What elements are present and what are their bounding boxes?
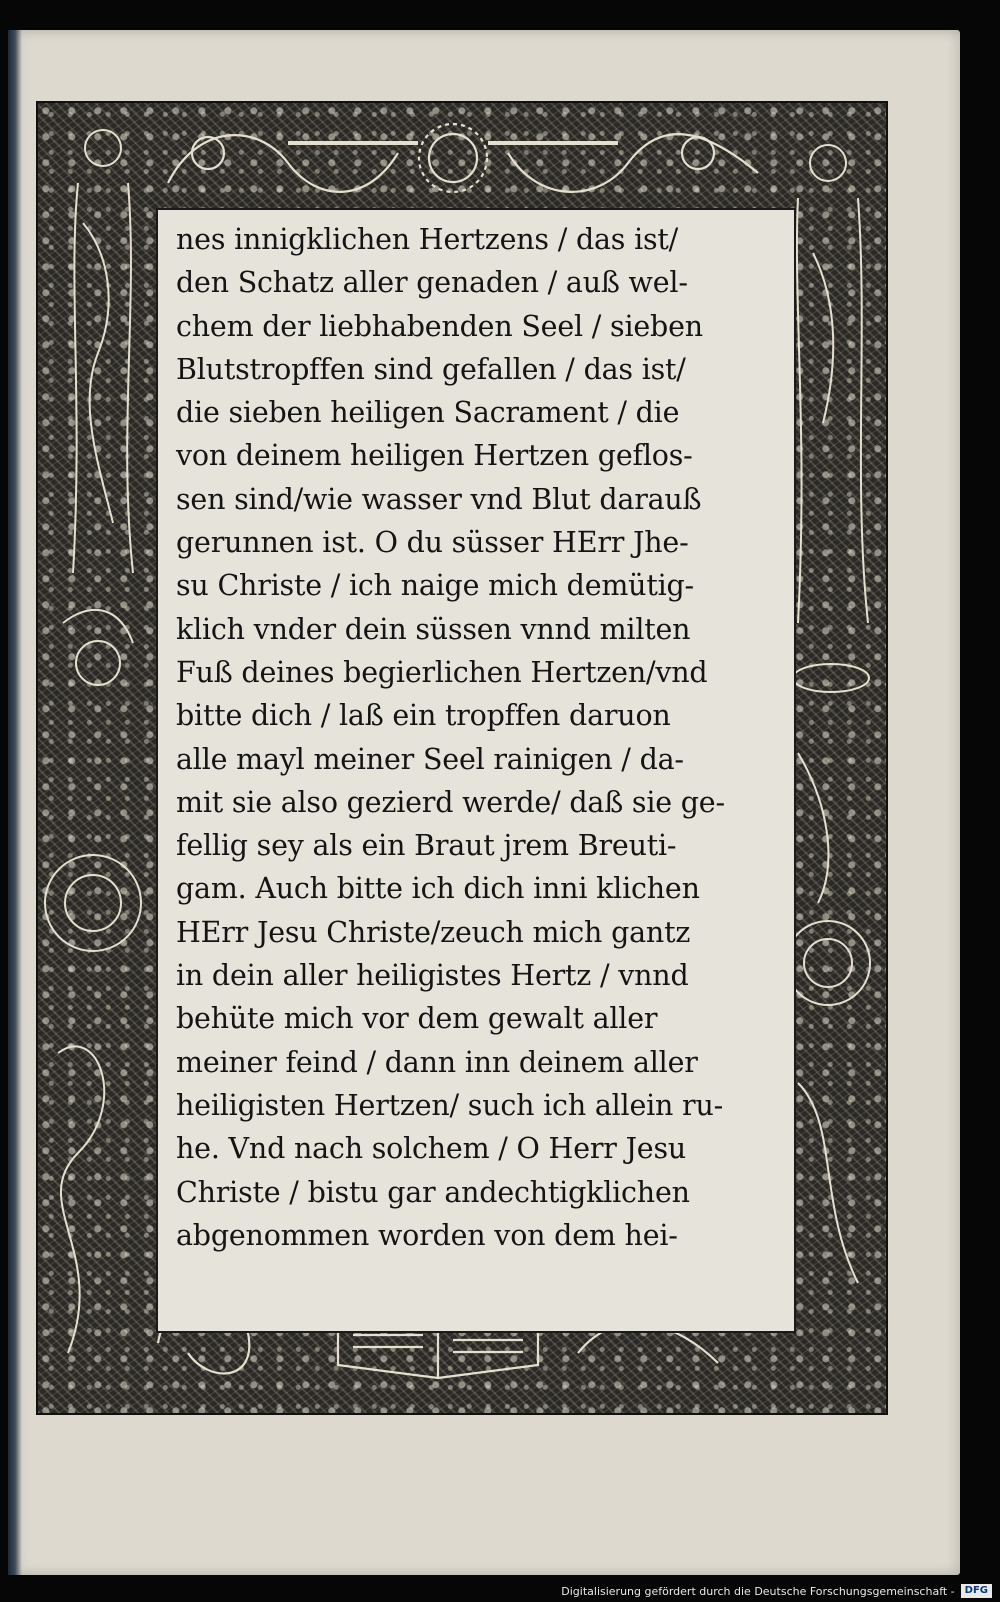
text-panel	[156, 208, 796, 1333]
text-line: mit sie also gezierd werde/ daß sie ge-	[176, 785, 725, 819]
text-line: behüte mich vor dem gewalt aller	[176, 1002, 658, 1036]
text-line: heiligisten Hertzen/ such ich allein ru-	[176, 1088, 724, 1122]
text-line: in dein aller heiligistes Hertz / vnnd	[176, 959, 689, 993]
text-line: abgenommen worden von dem hei-	[176, 1218, 678, 1252]
text-line: fellig sey als ein Braut jrem Breuti-	[176, 829, 677, 863]
text-line: von deinem heiligen Hertzen geflos-	[176, 439, 693, 473]
text-line: Blutstropffen sind gefallen / das ist/	[176, 352, 686, 386]
text-line: he. Vnd nach solchem / O Herr Jesu	[176, 1132, 687, 1166]
woodcut-border	[38, 103, 886, 1413]
text-line: nes innigklichen Hertzens / das ist/	[176, 223, 679, 256]
text-line: gerunnen ist. O du süsser HErr Jhe-	[176, 526, 689, 560]
text-line: su Christe / ich naige mich demütig-	[176, 569, 694, 603]
text-line: bitte dich / laß ein tropffen daruon	[176, 699, 671, 733]
book-page	[8, 30, 960, 1575]
text-line: sen sind/wie wasser vnd Blut darauß	[176, 482, 702, 516]
dfg-logo: DFG	[961, 1584, 992, 1598]
text-line: HErr Jesu Christe/zeuch mich gantz	[176, 915, 691, 949]
text-line: die sieben heiligen Sacrament / die	[176, 396, 680, 430]
text-line: klich vnder dein süssen vnnd milten	[176, 612, 691, 646]
text-line: Christe / bistu gar andechtigklichen	[176, 1175, 690, 1209]
footer	[561, 1584, 992, 1598]
text-line: meiner feind / dann inn deinem aller	[176, 1045, 698, 1079]
book-gutter	[8, 30, 22, 1575]
text-line: alle mayl meiner Seel rainigen / da-	[176, 742, 684, 776]
footer-credit: Digitalisierung gefördert durch die Deutsche Forschungsgemeinschaft -	[561, 1584, 955, 1598]
text-line: chem der liebhabenden Seel / sieben	[176, 309, 703, 343]
text-line: Fuß deines begierlichen Hertzen/vnd	[176, 655, 708, 689]
text-line: den Schatz aller genaden / auß wel-	[176, 266, 688, 300]
text-line: gam. Auch bitte ich dich inni klichen	[176, 872, 700, 906]
